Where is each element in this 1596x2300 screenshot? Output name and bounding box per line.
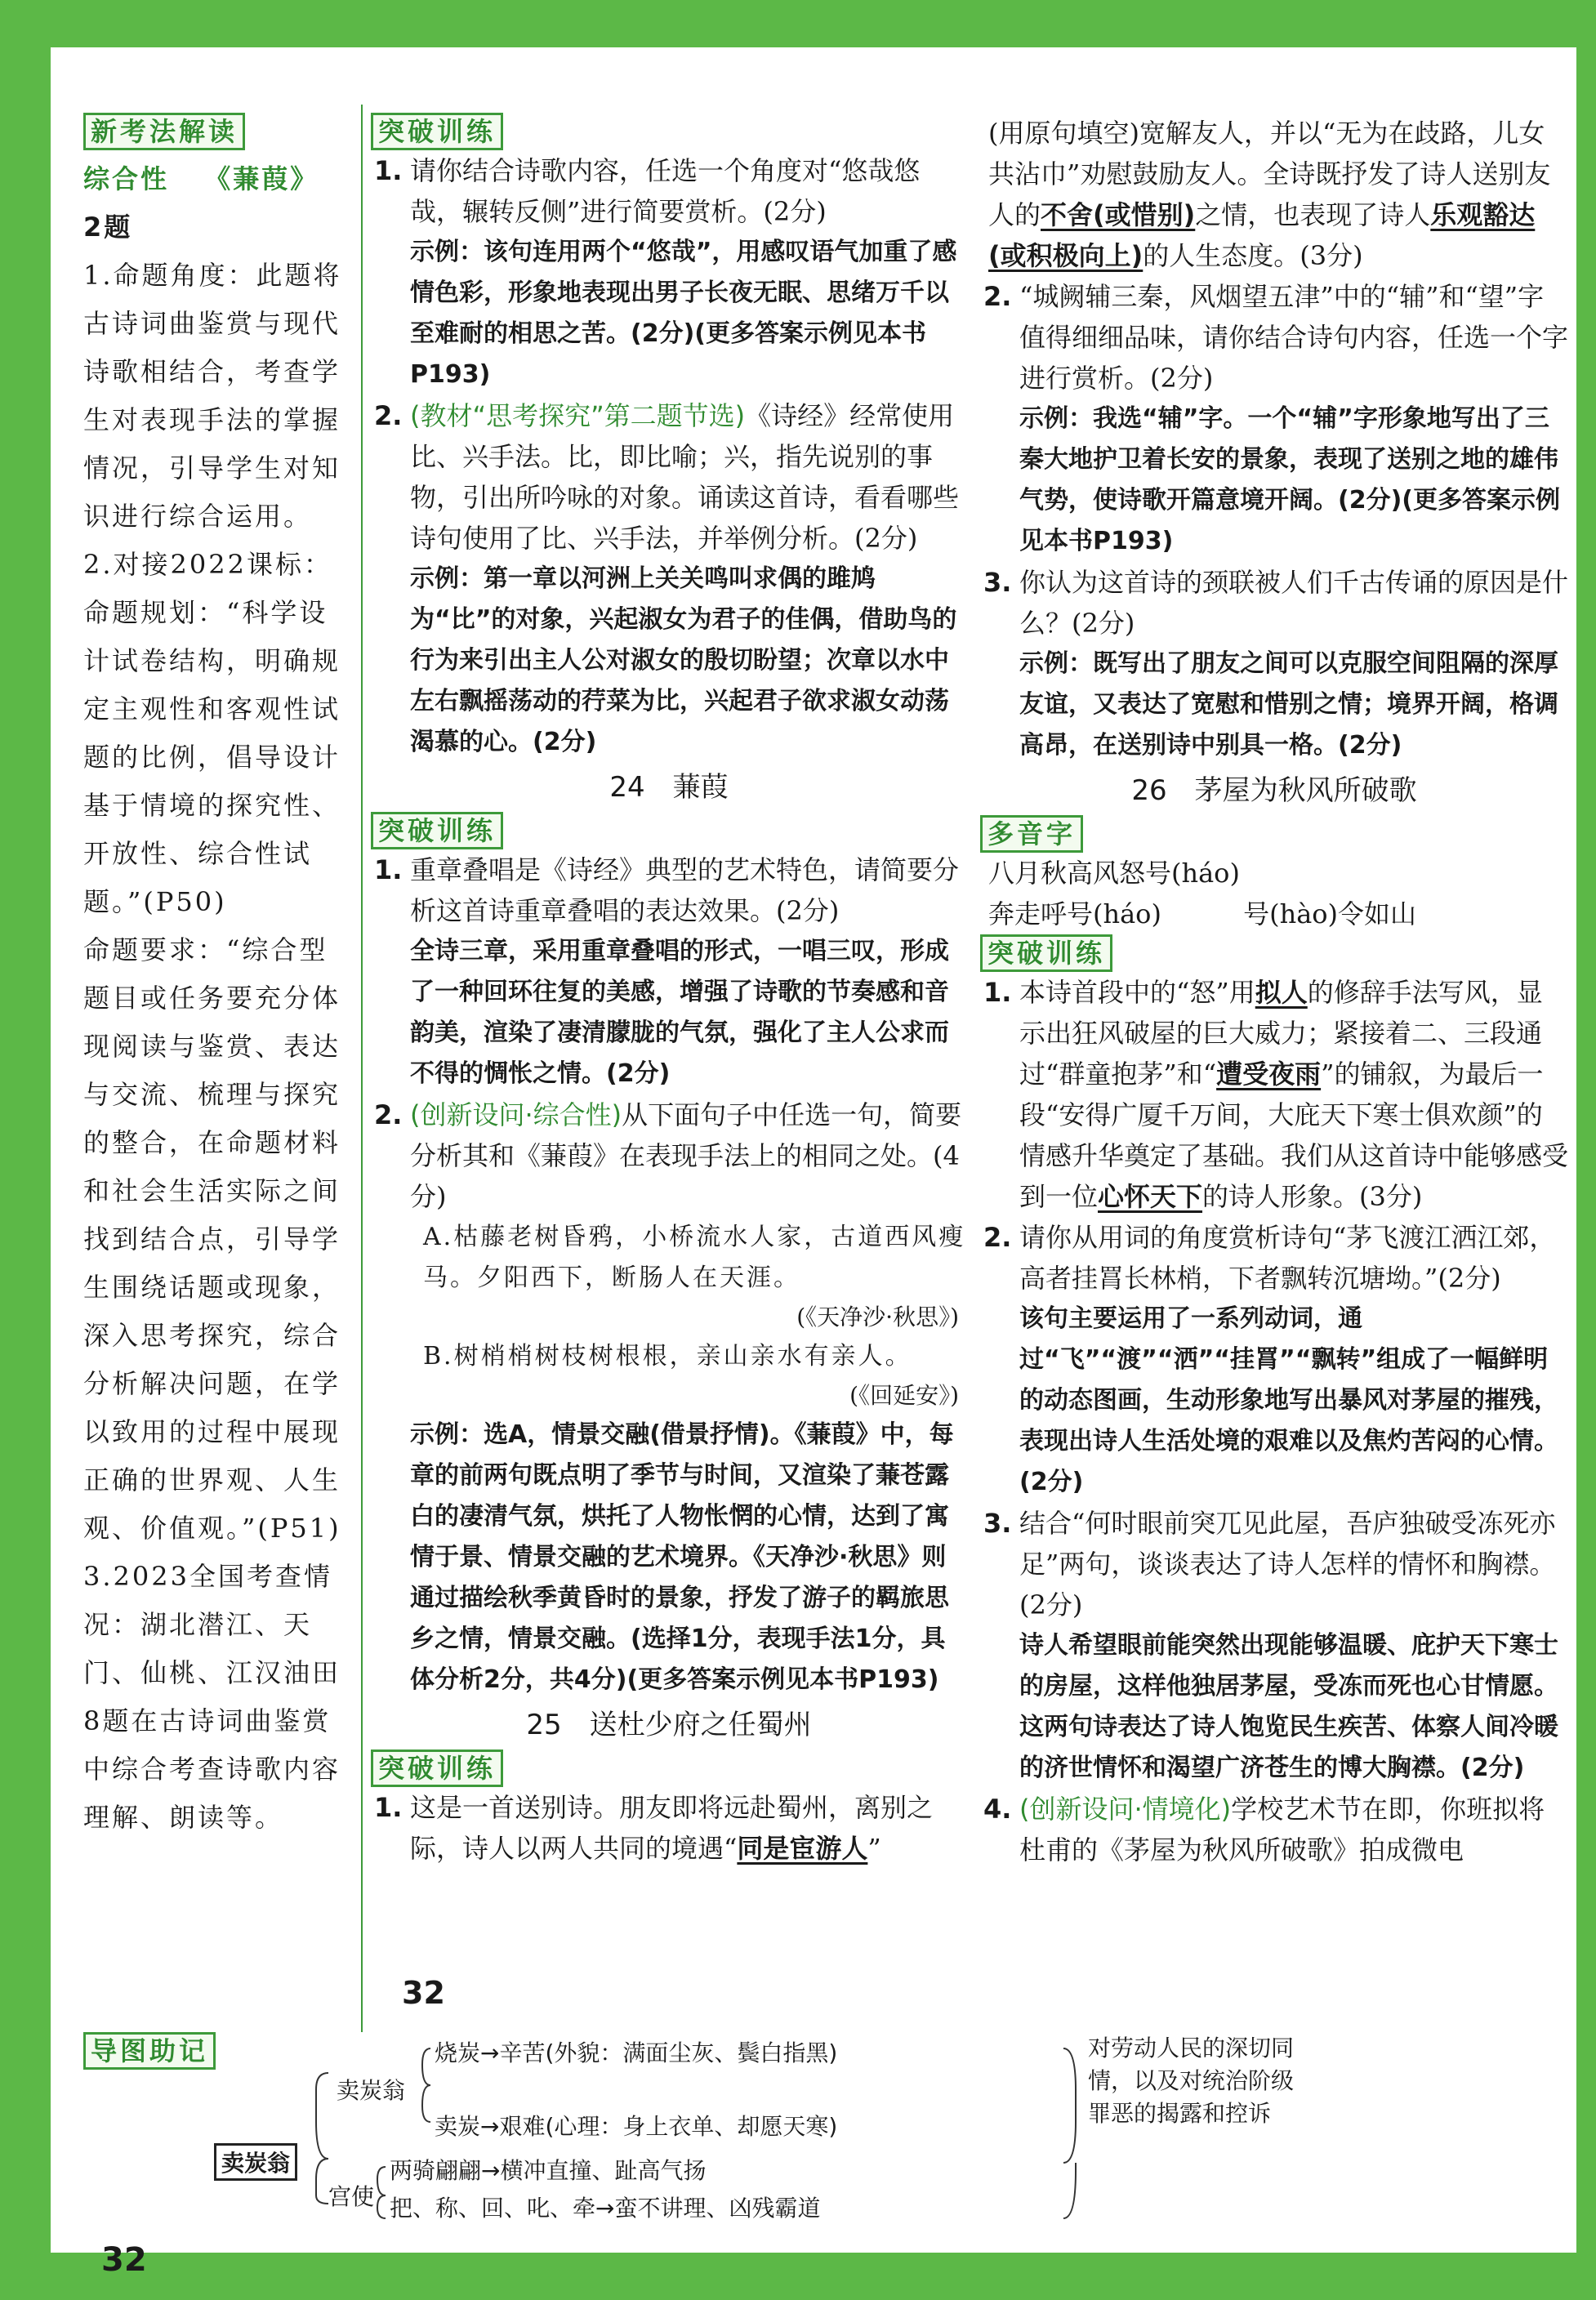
left-p2: 2.对接2022课标：命题规划：“科学设计试卷结构，明确规定主观性和客观性试题的比例，倡导设计基于情境的探究性、开放性、综合性试题。”(P50) [83, 549, 341, 917]
mindmap-branch-1a: 烧炭→辛苦(外貌：满面尘灰、鬓白指黑) [435, 2039, 838, 2066]
right-question-6: 3. 结合“何时眼前突兀见此屋，吾庐独破受冻死亦足”两句，谈谈表达了诗人怎样的情怀和胸襟。(2分) [983, 1508, 1556, 1620]
right-tag-training: 突破训练 [980, 934, 1112, 972]
right-answer-6: 诗人希望眼前能突然出现能够温暖、庇护天下寒士的房屋，这样他独居茅屋，受冻而死也心甘情愿。这两句诗表达了诗人饱览民生疾苦、体察人间冷暖的济世情怀和渴望广济苍生的博大胸襟。(2分) [1019, 1631, 1558, 1782]
mindmap-root: 卖炭翁 [214, 2143, 297, 2181]
mid-tag-3: 突破训练 [371, 1750, 503, 1787]
left-heading-a: 综合性 [83, 163, 170, 194]
right-question-3: 3. 你认为这首诗的颈联被人们千古传诵的原因是什么？(2分) [983, 567, 1569, 639]
right-continuation: (用原句填空)宽解友人，并以“无为在歧路，儿女共沾巾”劝慰鼓励友人。全诗既抒发了诗人送别友人的不舍(或惜别)之情，也表现了诗人乐观豁达(或积极向上)的人生态度。(3分) [988, 118, 1551, 271]
title-24: 24 蒹葭 [609, 771, 729, 804]
mindmap-branch-2a: 两骑翩翩→横冲直撞、趾高气扬 [390, 2157, 707, 2184]
title-25: 25 送杜少府之任蜀州 [526, 1709, 812, 1741]
page-number: 32 [101, 2241, 147, 2279]
right-answer-3: 示例：既写出了朋友之间可以克服空间阻隔的深厚友谊，又表达了宽慰和惜别之情；境界开阔，格调高昂，在送别诗中别具一格。(2分) [1019, 649, 1558, 760]
page-sheet [51, 47, 1576, 2279]
mid-question-3: 1. 重章叠唱是《诗经》典型的艺术特色，请简要分析这首诗重章叠唱的表达效果。(2分) [374, 854, 960, 926]
left-p3: 命题要求：“综合型题目或任务要充分体现阅读与鉴赏、表达与交流、梳理与探究的整合，在命题材料和社会生活实际之间找到结合点，引导学生围绕话题或现象，深入思考探究，综合分析解决问题，在学以致用的过程中展现正确的世界观、人生观、价值观。”(P51) [83, 934, 341, 1544]
right-question-7: 4. (创新设问·情境化)学校艺术节在即，你班拟将杜甫的《茅屋为秋风所破歌》拍成微电 [983, 1794, 1545, 1865]
left-tag: 新考法解读 [83, 113, 245, 150]
mid-question-5: 1. 这是一首送别诗。朋友即将远赴蜀州，离别之际，诗人以两人共同的境遇“同是宦游人” [374, 1792, 934, 1864]
mid-answer-2: 示例：第一章以河洲上关关鸣叫求偶的雎鸠为“比”的对象，兴起淑女为君子的佳偶，借助鸟的行为来引出主人公对淑女的殷切盼望；次章以水中左右飘摇荡动的荇菜为比，兴起君子欲求淑女动荡渴慕的心。(2分) [410, 564, 957, 756]
mid-answer-3: 全诗三章，采用重章叠唱的形式，一唱三叹，形成了一种回环往复的美感，增强了诗歌的节奏感和音韵美，渲染了凄清朦胧的气氛，强化了主人公求而不得的惆怅之情。(2分) [410, 937, 949, 1088]
left-sidebar [83, 113, 345, 1842]
duoyinzi-line-2 [980, 894, 1568, 934]
duoyinzi-2: 奔走呼号(háo) [988, 898, 1161, 929]
mid-question-4: 2. (创新设问·综合性)从下面句子中任选一句，简要分析其和《蒹葭》在表现手法上的相同之处。(4分) [374, 1099, 962, 1212]
left-p4: 3.2023全国考查情况：湖北潜江、天门、仙桃、江汉油田8题在古诗词曲鉴赏中综合考查诗歌内容理解、朗读等。 [83, 1561, 341, 1833]
column-divider [361, 105, 363, 2032]
right-column [980, 113, 1568, 1870]
right-tag-duoyinzi: 多音字 [980, 815, 1083, 853]
poem-b: B.树梢梢树枝树根根，亲山亲水有亲人。 [423, 1342, 912, 1371]
poem-a-source: (《天净沙·秋思》) [796, 1304, 959, 1331]
mid-tag-2: 突破训练 [371, 812, 503, 849]
poem-a: A.枯藤老树昏鸦，小桥流水人家，古道西风瘦马。夕阳西下，断肠人在天涯。 [423, 1223, 966, 1292]
left-heading-b: 《蒹葭》 [204, 163, 319, 194]
duoyinzi-3: 号(hào)令如山 [1243, 898, 1417, 929]
mid-answer-1: 示例：该句连用两个“悠哉”，用感叹语气加重了感情色彩，形象地表现出男子长夜无眠、思绪万千以至难耐的相思之苦。(2分)(更多答案示例见本书P193) [410, 238, 957, 389]
mid-question-1: 1. 请你结合诗歌内容，任选一个角度对“悠哉悠哉，辗转反侧”进行简要赏析。(2分) [374, 155, 921, 227]
mindmap-branch-1: 卖炭翁 [337, 2077, 406, 2104]
left-p1: 1.命题角度：此题将古诗词曲鉴赏与现代诗歌相结合，考查学生对表现手法的掌握情况，引导学生对知识进行综合运用。 [83, 260, 342, 532]
title-26: 26 茅屋为秋风所破歌 [1131, 774, 1417, 807]
page-number-mid: 32 [402, 1975, 445, 2011]
right-answer-2: 示例：我选“辅”字。一个“辅”字形象地写出了三秦大地护卫着长安的景象，表现了送别之地的雄伟气势，使诗歌开篇意境开阔。(2分)(更多答案示例见本书P193) [1019, 404, 1561, 555]
mindmap-branch-2b: 把、称、回、叱、牵→蛮不讲理、凶残霸道 [390, 2195, 821, 2222]
right-question-4: 1. 本诗首段中的“怒”用拟人的修辞手法写风，显示出狂风破屋的巨大威力；紧接着二、三段通过“群童抱茅”和“遭受夜雨”的铺叙，为最后一段“安得广厦千万间，大庇天下寒士俱欢颜”的情感升华奠定了基础。我们从这首诗中能够感受到一位心怀天下的诗人形象。(3分) [983, 977, 1569, 1212]
right-question-2: 2. “城阙辅三秦，风烟望五津”中的“辅”和“望”字值得细细品味，请你结合诗句内容，任选一个字进行赏析。(2分) [983, 281, 1569, 394]
right-answer-5: 该句主要运用了一系列动词，通过“飞”“渡”“洒”“挂罥”“飘转”组成了一幅鲜明的动态图画，生动形象地写出暴风对茅屋的摧残，表现出诗人生活处境的艰难以及焦灼苦闷的心情。(2分) [1019, 1304, 1558, 1496]
mind-map [83, 2032, 1390, 2220]
mindmap-branch-1b: 卖炭→艰难(心理：身上衣单、却愿天寒) [435, 2113, 838, 2140]
left-heading-c: 2题 [83, 212, 133, 243]
poem-b-source: (《回延安》) [849, 1382, 959, 1409]
mid-tag-1: 突破训练 [371, 113, 503, 150]
duoyinzi-1: 八月秋高风怒号(háo) [988, 858, 1240, 889]
mindmap-branch-2: 宫使 [328, 2183, 375, 2210]
mindmap-summary: 对劳动人民的深切同情，以及对统治阶级罪恶的揭露和控诉 [1088, 2035, 1295, 2127]
mindmap-tag: 导图助记 [83, 2032, 216, 2070]
middle-column [371, 113, 967, 1869]
mid-question-2: 2. (教材“思考探究”第二题节选)《诗经》经常使用比、兴手法。比，即比喻；兴，指先说别的事物，引出所吟咏的对象。诵读这首诗，看看哪些诗句使用了比、兴手法，并举例分析。(2分) [374, 400, 960, 554]
right-question-5: 2. 请你从用词的角度赏析诗句“茅飞渡江洒江郊，高者挂罥长林梢，下者飘转沉塘坳。”(2分) [983, 1222, 1556, 1294]
mid-answer-4: 示例：选A，情景交融(借景抒情)。《蒹葭》中，每章的前两句既点明了季节与时间，又渲染了蒹苍露白的凄清气氛，烘托了人物怅惘的心情，达到了寓情于景、情景交融的艺术境界。《天净沙·秋思》则通过描绘秋季黄昏时的景象，抒发了游子的羁旅思乡之情，情景交融。(选择1分，表现手法1分，具体分析2分，共4分)(更多答案示例见本书P193) [410, 1420, 954, 1694]
